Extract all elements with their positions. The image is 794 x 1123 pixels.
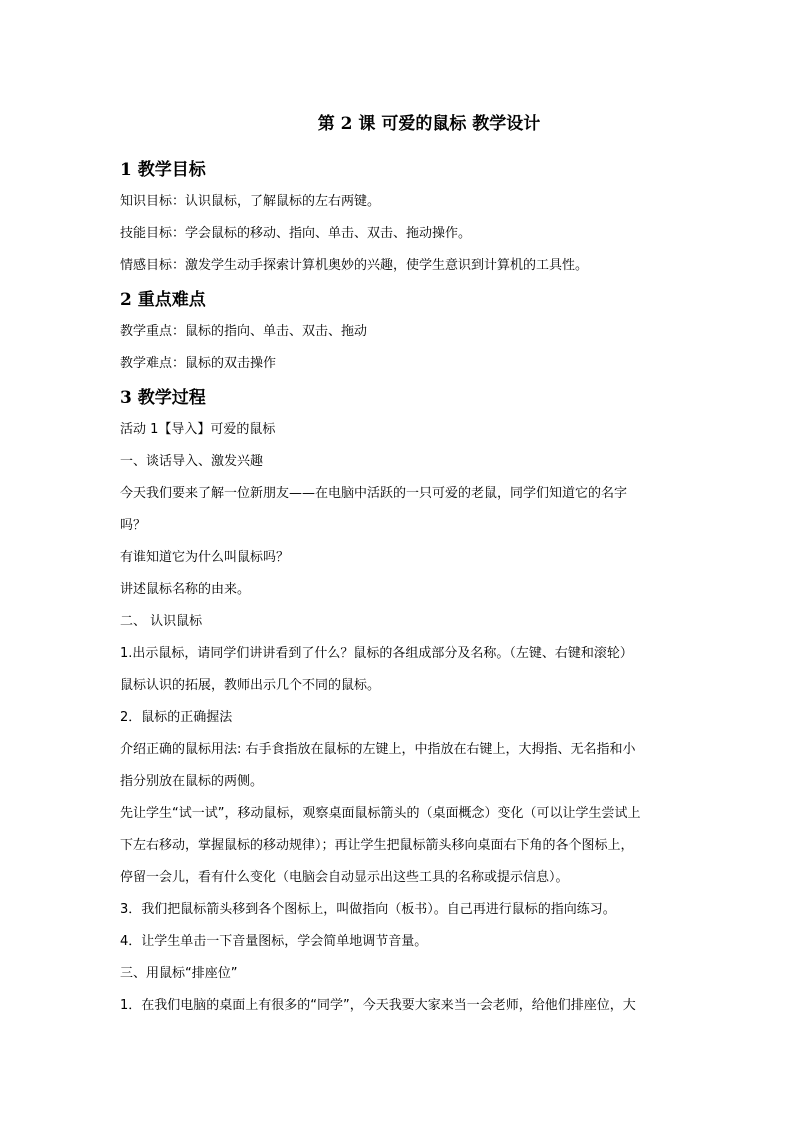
activity-title: 活动 1【导入】可爱的鼠标 xyxy=(120,422,276,437)
document-page xyxy=(120,100,678,1016)
paragraph-line: 知识目标：认识鼠标，了解鼠标的左右两键。 xyxy=(120,194,381,209)
subsection-heading: 三、用鼠标“排座位” xyxy=(120,966,238,981)
paragraph-line: 指分别放在鼠标的两侧。 xyxy=(120,774,264,789)
subsection-heading: 二、 认识鼠标 xyxy=(120,614,203,629)
paragraph-line: 下左右移动，掌握鼠标的移动规律）；再让学生把鼠标箭头移向桌面右下角的各个图标上， xyxy=(120,838,634,853)
paragraph-line: 1.出示鼠标，请同学们讲讲看到了什么？鼠标的各组成部分及名称。（左键、右键和滚轮） xyxy=(120,646,633,661)
paragraph-line: 情感目标：激发学生动手探索计算机奥妙的兴趣，使学生意识到计算机的工具性。 xyxy=(120,258,589,273)
paragraph-line: 停留一会儿，看有什么变化（电脑会自动显示出这些工具的名称或提示信息）。 xyxy=(120,870,569,885)
subsection-heading: 2．鼠标的正确握法 xyxy=(120,710,233,725)
paragraph-line: 吗？ xyxy=(120,518,147,533)
paragraph-line: 教学难点：鼠标的双击操作 xyxy=(120,356,277,371)
subsection-heading: 一、谈话导入、激发兴趣 xyxy=(120,454,264,469)
section-heading-process: 3 教学过程 xyxy=(120,388,206,408)
paragraph-line: 1．在我们电脑的桌面上有很多的“同学”，今天我要大家来当一会老师，给他们排座位，大 xyxy=(120,998,636,1013)
paragraph-line: 技能目标：学会鼠标的移动、指向、单击、双击、拖动操作。 xyxy=(120,226,472,241)
paragraph-line: 讲述鼠标名称的由来。 xyxy=(120,582,251,597)
paragraph-line: 今天我们要来了解一位新朋友——在电脑中活跃的一只可爱的老鼠，同学们知道它的名字 xyxy=(120,486,628,501)
section-heading-objectives: 1 教学目标 xyxy=(120,160,206,180)
paragraph-line: 先让学生“试一试”，移动鼠标，观察桌面鼠标箭头的（桌面概念）变化（可以让学生尝试上 xyxy=(120,806,641,821)
paragraph-line: 介绍正确的鼠标用法: 右手食指放在鼠标的左键上，中指放在右键上，大拇指、无名指和小 xyxy=(120,742,636,757)
paragraph-line: 教学重点：鼠标的指向、单击、双击、拖动 xyxy=(120,324,368,339)
document-title: 第 2 课 可爱的鼠标 教学设计 xyxy=(317,114,541,134)
paragraph-line: 鼠标认识的拓展，教师出示几个不同的鼠标。 xyxy=(120,678,381,693)
paragraph-line: 有谁知道它为什么叫鼠标吗？ xyxy=(120,550,290,565)
section-heading-key-points: 2 重点难点 xyxy=(120,290,206,310)
paragraph-line: 4．让学生单击一下音量图标，学会简单地调节音量。 xyxy=(120,934,428,949)
paragraph-line: 3．我们把鼠标箭头移到各个图标上，叫做指向（板书）。自己再进行鼠标的指向练习。 xyxy=(120,902,616,917)
